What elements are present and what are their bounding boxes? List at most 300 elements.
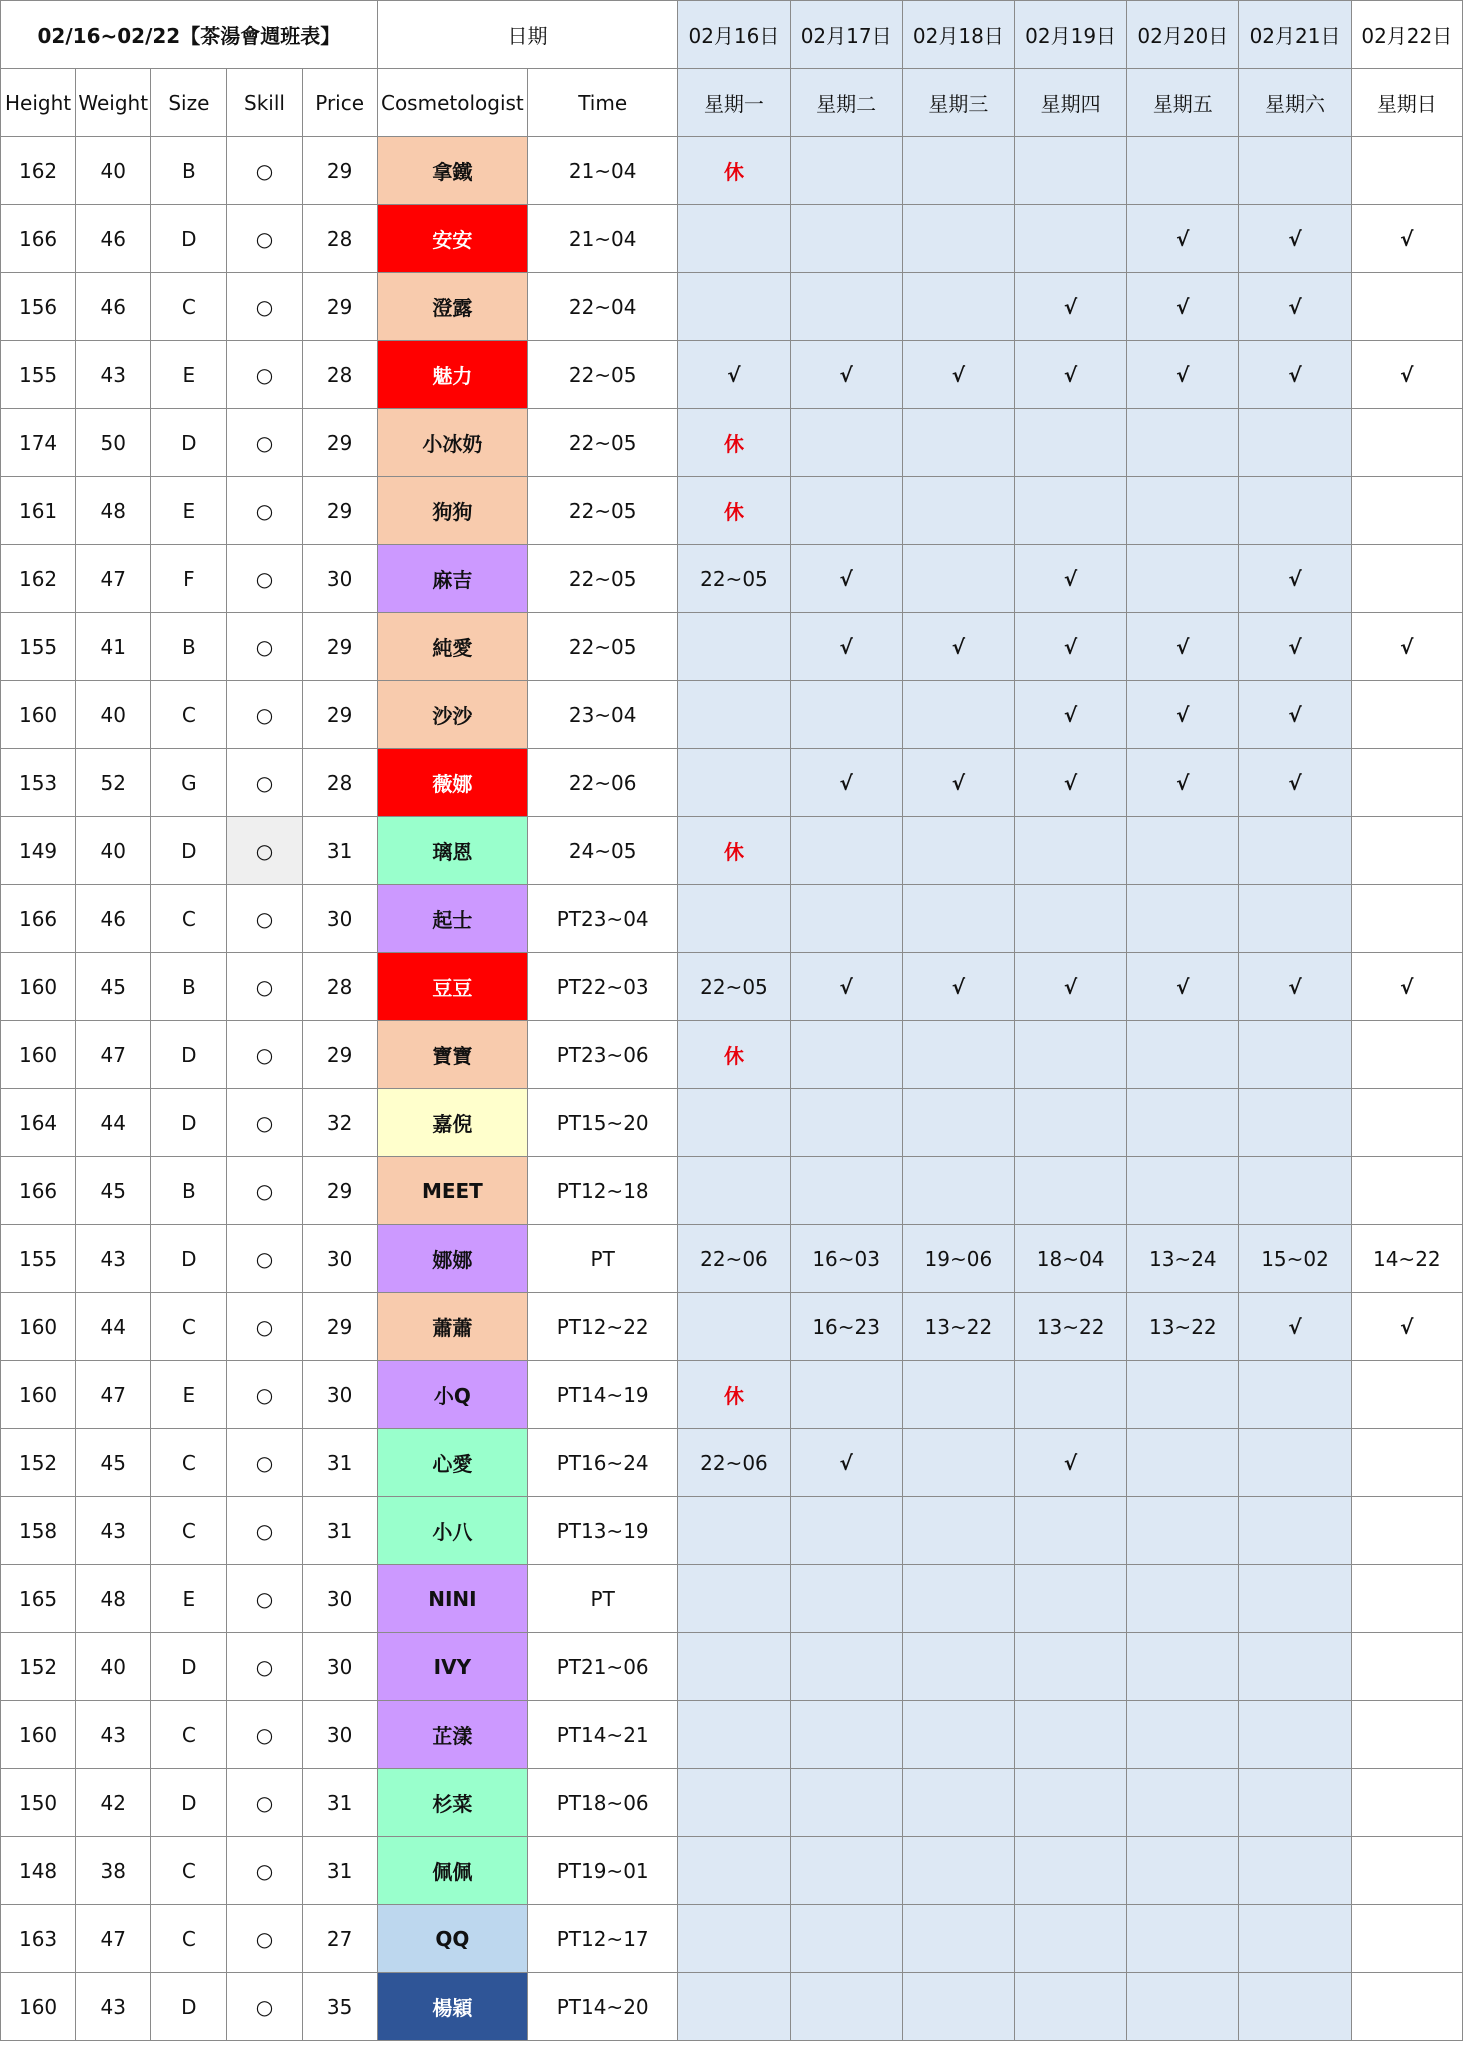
- shift-check-mark: √: [790, 953, 902, 1021]
- schedule-cell: [790, 1633, 902, 1701]
- schedule-cell: [790, 1565, 902, 1633]
- cell-skill: ○: [227, 613, 302, 681]
- cosmetologist-name: IVY: [377, 1633, 527, 1701]
- shift-check-mark: √: [1351, 1293, 1462, 1361]
- date-header: 02月19日: [1014, 1, 1126, 69]
- schedule-cell: [790, 1497, 902, 1565]
- cell-weight: 46: [76, 885, 151, 953]
- shift-check-mark: √: [1014, 953, 1126, 1021]
- cosmetologist-name: 小Q: [377, 1361, 527, 1429]
- shift-check-mark: √: [1014, 1429, 1126, 1497]
- cell-skill: ○: [227, 1497, 302, 1565]
- shift-check-mark: √: [1127, 749, 1239, 817]
- cell-price: 31: [302, 817, 377, 885]
- cell-skill: ○: [227, 205, 302, 273]
- schedule-cell: [902, 1429, 1014, 1497]
- shift-time: 16~03: [790, 1225, 902, 1293]
- cell-price: 32: [302, 1089, 377, 1157]
- shift-time: 22~05: [678, 953, 790, 1021]
- cell-size: D: [151, 1089, 227, 1157]
- cell-size: B: [151, 613, 227, 681]
- cosmetologist-name: 狗狗: [377, 477, 527, 545]
- schedule-cell: [902, 1089, 1014, 1157]
- schedule-cell: [790, 1157, 902, 1225]
- cell-height: 161: [1, 477, 76, 545]
- shift-check-mark: √: [1239, 273, 1351, 341]
- shift-time: 13~22: [902, 1293, 1014, 1361]
- schedule-cell: [1239, 477, 1351, 545]
- schedule-cell: [1239, 1157, 1351, 1225]
- schedule-cell: [1014, 1565, 1126, 1633]
- cell-price: 30: [302, 1361, 377, 1429]
- cell-height: 150: [1, 1769, 76, 1837]
- shift-check-mark: √: [1239, 953, 1351, 1021]
- cell-time: 22~04: [528, 273, 678, 341]
- cell-height: 166: [1, 885, 76, 953]
- shift-check-mark: √: [790, 749, 902, 817]
- schedule-cell: [678, 1837, 790, 1905]
- cell-skill: ○: [227, 1905, 302, 1973]
- cell-price: 29: [302, 1293, 377, 1361]
- cell-size: C: [151, 1429, 227, 1497]
- cell-skill: ○: [227, 1021, 302, 1089]
- cell-size: C: [151, 885, 227, 953]
- schedule-cell: [678, 205, 790, 273]
- schedule-cell: [790, 681, 902, 749]
- table-row: [1, 341, 1463, 409]
- cosmetologist-name: 楊穎: [377, 1973, 527, 2041]
- cell-height: 164: [1, 1089, 76, 1157]
- schedule-cell: [1239, 1837, 1351, 1905]
- cell-height: 160: [1, 1361, 76, 1429]
- date-header: 02月16日: [678, 1, 790, 69]
- schedule-cell: [1239, 885, 1351, 953]
- cell-price: 29: [302, 1021, 377, 1089]
- schedule-cell: [1239, 1973, 1351, 2041]
- schedule-cell: [1351, 1973, 1462, 2041]
- schedule-cell: [1351, 137, 1462, 205]
- cell-time: PT19~01: [528, 1837, 678, 1905]
- schedule-cell: [1014, 885, 1126, 953]
- shift-time: 19~06: [902, 1225, 1014, 1293]
- shift-check-mark: √: [678, 341, 790, 409]
- cell-height: 165: [1, 1565, 76, 1633]
- cell-weight: 45: [76, 953, 151, 1021]
- day-off-mark: 休: [678, 817, 790, 885]
- schedule-cell: [678, 1089, 790, 1157]
- schedule-cell: [1351, 1361, 1462, 1429]
- cell-height: 160: [1, 1293, 76, 1361]
- schedule-cell: [1351, 1497, 1462, 1565]
- shift-check-mark: √: [1014, 749, 1126, 817]
- cell-weight: 47: [76, 1361, 151, 1429]
- day-off-mark: 休: [678, 409, 790, 477]
- column-header-height: Height: [1, 69, 76, 137]
- cell-weight: 47: [76, 545, 151, 613]
- table-row: [1, 137, 1463, 205]
- cell-size: D: [151, 1021, 227, 1089]
- cell-weight: 45: [76, 1429, 151, 1497]
- cell-time: 22~06: [528, 749, 678, 817]
- column-header-cosmetologist: Cosmetologist: [377, 69, 527, 137]
- cell-weight: 52: [76, 749, 151, 817]
- date-header: 02月20日: [1127, 1, 1239, 69]
- cosmetologist-name: 娜娜: [377, 1225, 527, 1293]
- schedule-cell: [1014, 1837, 1126, 1905]
- cell-height: 160: [1, 953, 76, 1021]
- cosmetologist-name: MEET: [377, 1157, 527, 1225]
- schedule-cell: [902, 885, 1014, 953]
- cell-price: 29: [302, 273, 377, 341]
- cell-height: 149: [1, 817, 76, 885]
- shift-check-mark: √: [902, 341, 1014, 409]
- cell-weight: 44: [76, 1293, 151, 1361]
- cell-time: 22~05: [528, 409, 678, 477]
- cell-weight: 46: [76, 273, 151, 341]
- cell-skill: ○: [227, 1429, 302, 1497]
- schedule-cell: [1014, 1633, 1126, 1701]
- schedule-cell: [678, 1293, 790, 1361]
- cell-size: D: [151, 1769, 227, 1837]
- cell-time: PT14~19: [528, 1361, 678, 1429]
- schedule-cell: [1351, 1837, 1462, 1905]
- cell-price: 28: [302, 953, 377, 1021]
- schedule-cell: [1127, 885, 1239, 953]
- cell-time: PT12~17: [528, 1905, 678, 1973]
- schedule-cell: [790, 409, 902, 477]
- schedule-cell: [1239, 1701, 1351, 1769]
- cosmetologist-name: 佩佩: [377, 1837, 527, 1905]
- column-header-weight: Weight: [76, 69, 151, 137]
- shift-check-mark: √: [1351, 341, 1462, 409]
- schedule-cell: [1014, 1701, 1126, 1769]
- table-row: [1, 1769, 1463, 1837]
- schedule-cell: [902, 477, 1014, 545]
- shift-check-mark: √: [1351, 205, 1462, 273]
- table-row: [1, 613, 1463, 681]
- cell-height: 160: [1, 1973, 76, 2041]
- cell-price: 28: [302, 205, 377, 273]
- cell-skill: ○: [227, 1769, 302, 1837]
- schedule-cell: [790, 1769, 902, 1837]
- table-row: [1, 1837, 1463, 1905]
- schedule-cell: [1014, 1361, 1126, 1429]
- cosmetologist-name: 麻吉: [377, 545, 527, 613]
- cell-skill: ○: [227, 817, 302, 885]
- cosmetologist-name: 起士: [377, 885, 527, 953]
- schedule-cell: [678, 885, 790, 953]
- cell-weight: 38: [76, 1837, 151, 1905]
- cell-height: 166: [1, 205, 76, 273]
- cosmetologist-name: 魅力: [377, 341, 527, 409]
- cell-size: D: [151, 817, 227, 885]
- shift-time: 22~06: [678, 1429, 790, 1497]
- cell-height: 155: [1, 1225, 76, 1293]
- shift-check-mark: √: [1239, 613, 1351, 681]
- table-row: [1, 1973, 1463, 2041]
- column-header-skill: Skill: [227, 69, 302, 137]
- schedule-cell: [1239, 1361, 1351, 1429]
- schedule-cell: [902, 681, 1014, 749]
- cell-skill: ○: [227, 953, 302, 1021]
- cell-weight: 40: [76, 681, 151, 749]
- shift-check-mark: √: [1014, 613, 1126, 681]
- cell-time: PT12~18: [528, 1157, 678, 1225]
- cell-time: PT22~03: [528, 953, 678, 1021]
- table-row: [1, 1633, 1463, 1701]
- schedule-cell: [902, 817, 1014, 885]
- header-row-columns: [1, 69, 1463, 137]
- cell-weight: 44: [76, 1089, 151, 1157]
- cell-skill: ○: [227, 137, 302, 205]
- schedule-cell: [1239, 1633, 1351, 1701]
- schedule-cell: [678, 749, 790, 817]
- shift-check-mark: √: [790, 613, 902, 681]
- schedule-cell: [902, 1497, 1014, 1565]
- shift-check-mark: √: [902, 749, 1014, 817]
- cell-price: 27: [302, 1905, 377, 1973]
- cell-time: 21~04: [528, 205, 678, 273]
- cell-skill: ○: [227, 1225, 302, 1293]
- cell-skill: ○: [227, 1701, 302, 1769]
- schedule-cell: [902, 205, 1014, 273]
- cell-price: 30: [302, 885, 377, 953]
- table-row: [1, 409, 1463, 477]
- cosmetologist-name: 安安: [377, 205, 527, 273]
- schedule-cell: [902, 1973, 1014, 2041]
- schedule-cell: [1014, 137, 1126, 205]
- schedule-cell: [790, 137, 902, 205]
- shift-time: 18~04: [1014, 1225, 1126, 1293]
- cosmetologist-name: 璃恩: [377, 817, 527, 885]
- schedule-cell: [790, 273, 902, 341]
- schedule-cell: [1351, 817, 1462, 885]
- cell-price: 29: [302, 1157, 377, 1225]
- schedule-cell: [790, 1701, 902, 1769]
- cosmetologist-name: 拿鐵: [377, 137, 527, 205]
- shift-check-mark: √: [790, 545, 902, 613]
- cell-price: 35: [302, 1973, 377, 2041]
- schedule-cell: [790, 205, 902, 273]
- schedule-cell: [678, 681, 790, 749]
- cell-time: PT: [528, 1225, 678, 1293]
- schedule-cell: [1239, 1769, 1351, 1837]
- cell-weight: 40: [76, 137, 151, 205]
- table-row: [1, 1157, 1463, 1225]
- schedule-cell: [902, 1157, 1014, 1225]
- schedule-cell: [1014, 1497, 1126, 1565]
- schedule-cell: [1351, 1157, 1462, 1225]
- cell-time: 24~05: [528, 817, 678, 885]
- cell-height: 162: [1, 545, 76, 613]
- cell-size: D: [151, 1633, 227, 1701]
- page-title: 02/16~02/22【茶湯會週班表】: [1, 1, 378, 69]
- shift-check-mark: √: [790, 341, 902, 409]
- cosmetologist-name: 嘉倪: [377, 1089, 527, 1157]
- schedule-cell: [1351, 1021, 1462, 1089]
- cell-time: PT14~20: [528, 1973, 678, 2041]
- cell-skill: ○: [227, 409, 302, 477]
- cell-weight: 40: [76, 1633, 151, 1701]
- schedule-cell: [1239, 1905, 1351, 1973]
- table-row: [1, 885, 1463, 953]
- schedule-cell: [678, 1769, 790, 1837]
- cosmetologist-name: NINI: [377, 1565, 527, 1633]
- cell-size: C: [151, 1701, 227, 1769]
- schedule-cell: [1351, 1633, 1462, 1701]
- cell-price: 29: [302, 409, 377, 477]
- cell-weight: 47: [76, 1021, 151, 1089]
- cosmetologist-name: 澄露: [377, 273, 527, 341]
- shift-check-mark: √: [790, 1429, 902, 1497]
- date-header-label: 日期: [377, 1, 678, 69]
- schedule-cell: [1127, 1565, 1239, 1633]
- shift-check-mark: √: [902, 953, 1014, 1021]
- cell-weight: 43: [76, 1973, 151, 2041]
- cell-size: D: [151, 205, 227, 273]
- cell-height: 158: [1, 1497, 76, 1565]
- weekday-header: 星期二: [790, 69, 902, 137]
- shift-check-mark: √: [1127, 273, 1239, 341]
- table-row: [1, 1701, 1463, 1769]
- shift-check-mark: √: [1239, 545, 1351, 613]
- schedule-cell: [1351, 545, 1462, 613]
- cosmetologist-name: 薇娜: [377, 749, 527, 817]
- cell-weight: 40: [76, 817, 151, 885]
- table-row: [1, 1497, 1463, 1565]
- cell-weight: 43: [76, 341, 151, 409]
- date-header: 02月21日: [1239, 1, 1351, 69]
- shift-time: 15~02: [1239, 1225, 1351, 1293]
- cell-time: PT23~06: [528, 1021, 678, 1089]
- schedule-cell: [902, 409, 1014, 477]
- cell-price: 28: [302, 749, 377, 817]
- schedule-cell: [1351, 409, 1462, 477]
- header-row-dates: [1, 1, 1463, 69]
- schedule-cell: [1239, 1429, 1351, 1497]
- cosmetologist-name: 小八: [377, 1497, 527, 1565]
- cell-weight: 43: [76, 1701, 151, 1769]
- cell-time: PT18~06: [528, 1769, 678, 1837]
- cosmetologist-name: 杉菜: [377, 1769, 527, 1837]
- shift-time: 13~22: [1014, 1293, 1126, 1361]
- cell-time: PT21~06: [528, 1633, 678, 1701]
- schedule-cell: [678, 613, 790, 681]
- schedule-cell: [790, 1973, 902, 2041]
- cell-size: C: [151, 1497, 227, 1565]
- cell-weight: 48: [76, 477, 151, 545]
- schedule-cell: [790, 1089, 902, 1157]
- weekday-header: 星期六: [1239, 69, 1351, 137]
- weekday-header: 星期四: [1014, 69, 1126, 137]
- cell-size: E: [151, 1361, 227, 1429]
- cell-size: B: [151, 1157, 227, 1225]
- cell-price: 31: [302, 1837, 377, 1905]
- shift-time: 13~24: [1127, 1225, 1239, 1293]
- table-row: [1, 749, 1463, 817]
- schedule-cell: [790, 1905, 902, 1973]
- table-row: [1, 817, 1463, 885]
- schedule-cell: [1239, 817, 1351, 885]
- shift-check-mark: √: [902, 613, 1014, 681]
- schedule-cell: [1351, 749, 1462, 817]
- cell-skill: ○: [227, 1565, 302, 1633]
- table-row: [1, 953, 1463, 1021]
- cell-height: 160: [1, 1021, 76, 1089]
- cell-skill: ○: [227, 1157, 302, 1225]
- cell-price: 31: [302, 1769, 377, 1837]
- schedule-cell: [1127, 409, 1239, 477]
- schedule-cell: [1239, 1497, 1351, 1565]
- table-row: [1, 1021, 1463, 1089]
- cell-weight: 42: [76, 1769, 151, 1837]
- cell-size: C: [151, 1837, 227, 1905]
- cell-skill: ○: [227, 1633, 302, 1701]
- cell-height: 174: [1, 409, 76, 477]
- schedule-cell: [790, 885, 902, 953]
- shift-check-mark: √: [1351, 613, 1462, 681]
- schedule-cell: [1127, 1089, 1239, 1157]
- shift-check-mark: √: [1351, 953, 1462, 1021]
- cell-size: C: [151, 1293, 227, 1361]
- schedule-cell: [1127, 1905, 1239, 1973]
- shift-check-mark: √: [1127, 205, 1239, 273]
- schedule-cell: [1127, 1769, 1239, 1837]
- schedule-cell: [790, 477, 902, 545]
- cell-weight: 43: [76, 1225, 151, 1293]
- cell-height: 155: [1, 613, 76, 681]
- shift-check-mark: √: [1239, 681, 1351, 749]
- schedule-cell: [790, 1361, 902, 1429]
- cell-time: PT12~22: [528, 1293, 678, 1361]
- shift-check-mark: √: [1014, 545, 1126, 613]
- schedule-cell: [902, 1905, 1014, 1973]
- schedule-cell: [1239, 137, 1351, 205]
- schedule-cell: [790, 1837, 902, 1905]
- cell-height: 152: [1, 1429, 76, 1497]
- schedule-cell: [1127, 1429, 1239, 1497]
- schedule-cell: [1127, 1021, 1239, 1089]
- cell-skill: ○: [227, 477, 302, 545]
- cell-size: D: [151, 1225, 227, 1293]
- cell-size: C: [151, 273, 227, 341]
- cell-time: 23~04: [528, 681, 678, 749]
- cell-size: C: [151, 1905, 227, 1973]
- cell-height: 152: [1, 1633, 76, 1701]
- schedule-cell: [1014, 1905, 1126, 1973]
- schedule-cell: [1014, 817, 1126, 885]
- schedule-cell: [678, 1633, 790, 1701]
- schedule-cell: [1014, 477, 1126, 545]
- schedule-cell: [902, 137, 1014, 205]
- schedule-cell: [1014, 1769, 1126, 1837]
- schedule-cell: [1351, 1701, 1462, 1769]
- weekday-header: 星期五: [1127, 69, 1239, 137]
- cell-size: E: [151, 341, 227, 409]
- shift-time: 13~22: [1127, 1293, 1239, 1361]
- cosmetologist-name: 心愛: [377, 1429, 527, 1497]
- cell-price: 29: [302, 613, 377, 681]
- cell-skill: ○: [227, 1973, 302, 2041]
- schedule-cell: [1351, 885, 1462, 953]
- cell-skill: ○: [227, 1293, 302, 1361]
- cell-skill: ○: [227, 273, 302, 341]
- weekday-header: 星期三: [902, 69, 1014, 137]
- schedule-cell: [678, 1701, 790, 1769]
- schedule-cell: [790, 817, 902, 885]
- cell-skill: ○: [227, 749, 302, 817]
- cell-time: PT14~21: [528, 1701, 678, 1769]
